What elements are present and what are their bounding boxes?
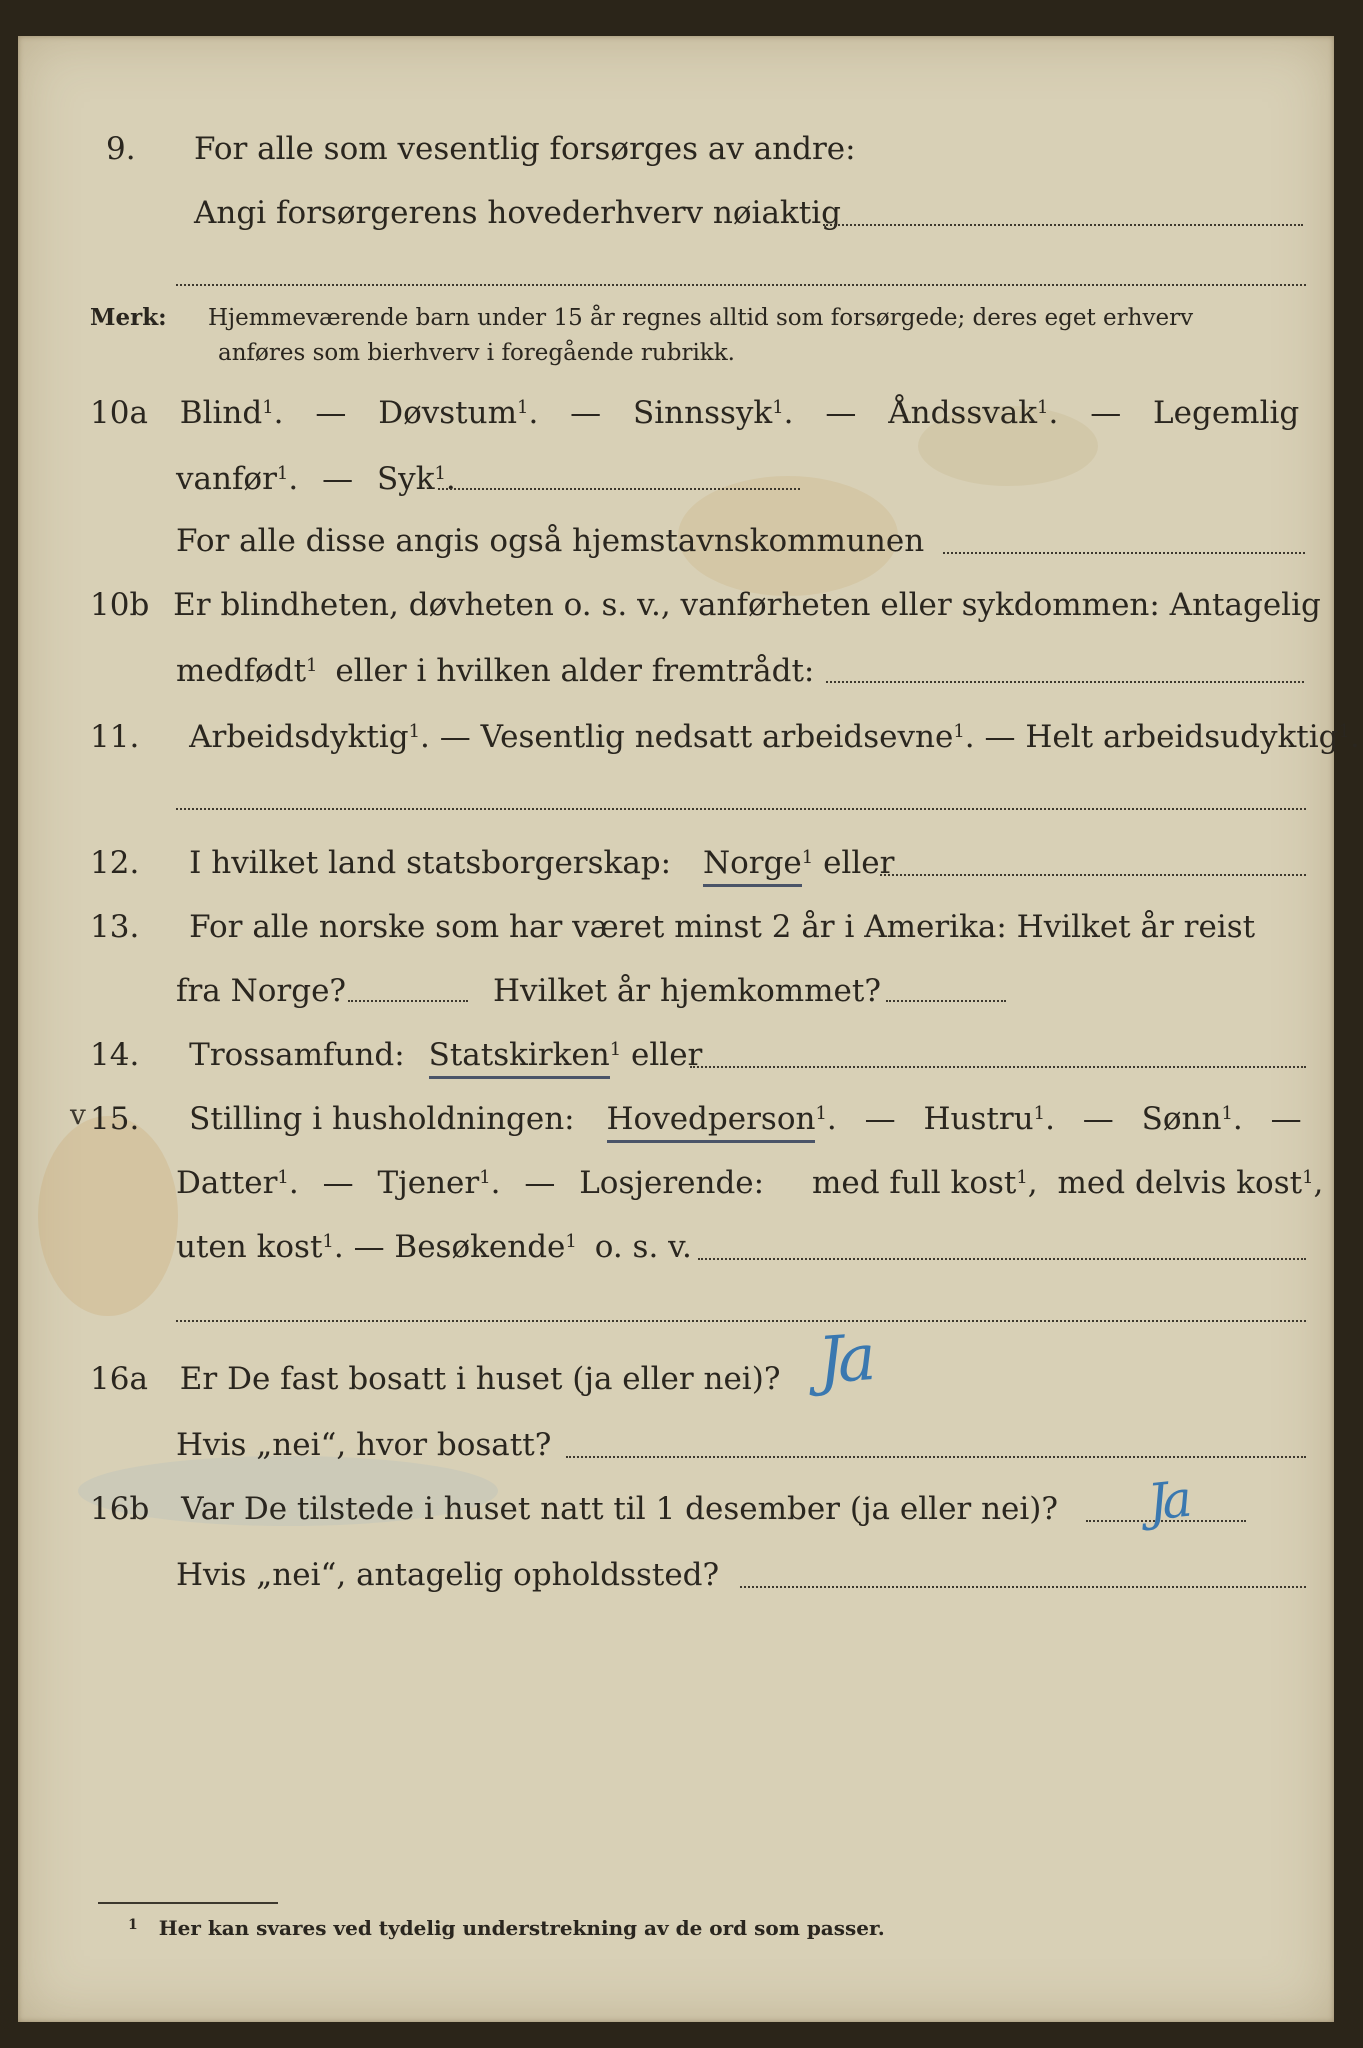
- q14-line: 14. Trossamfund: Statskirken$^1$ eller: [90, 1040, 702, 1071]
- q16b-line2: Hvis „nei“, antagelig opholdssted?: [176, 1557, 720, 1593]
- q15-datter: Datter: [176, 1165, 278, 1201]
- q12-norge: Norge: [703, 845, 802, 887]
- q14-text: Trossamfund:: [189, 1037, 405, 1073]
- merk-note: [90, 306, 1193, 330]
- q13-number: 13.: [90, 909, 140, 945]
- q9-answer-line-2[interactable]: [176, 284, 1306, 286]
- q15-line3: uten kost$^1$. — Besøkende$^1$ o. s. v.: [176, 1229, 692, 1265]
- q10b-number: 10b: [90, 587, 150, 623]
- check-mark-q15: v: [70, 1098, 86, 1131]
- q13-fra-norge: fra Norge?: [176, 973, 347, 1009]
- q16b-handwritten-answer: Ja: [1145, 1470, 1189, 1532]
- q12-line: 12. I hvilket land statsborgerskap: Norge$^1$ eller: [90, 848, 894, 879]
- q10b-line1: [90, 587, 1321, 623]
- q15-line1: 15. Stilling i husholdningen: Hovedperson$^1$. — Hustru$^1$. — Sønn$^1$. —: [90, 1104, 1302, 1135]
- q10a-legemlig: Legemlig: [1153, 395, 1300, 431]
- q16a-text: Er De fast bosatt i huset (ja eller nei)?: [179, 1361, 781, 1397]
- q14-answer-line[interactable]: [690, 1066, 1306, 1068]
- q11-helt: Helt arbeidsudyktig: [1025, 719, 1339, 755]
- q9-text: For alle som vesentlig forsørges av andre:: [194, 131, 856, 167]
- q13-reist-answer-line[interactable]: [348, 1000, 468, 1002]
- q16a-line2: Hvis „nei“, hvor bosatt?: [176, 1427, 552, 1463]
- q10a-line2: vanfør$^1$. — Syk$^1$.: [176, 461, 456, 497]
- q9-number: 9.: [106, 131, 136, 167]
- q9-answer-line[interactable]: [823, 224, 1303, 226]
- q16a-handwritten-answer: Ja: [815, 1321, 873, 1399]
- q15-osv: o. s. v.: [594, 1229, 692, 1265]
- q16b-answer-line-2[interactable]: [740, 1586, 1306, 1588]
- merk-line2: anføres som bierhverv i foregående rubrikk.: [218, 340, 735, 366]
- q15-stilling: Stilling i husholdningen:: [189, 1101, 575, 1137]
- q11-vesentlig: Vesentlig nedsatt arbeidsevne: [480, 719, 954, 755]
- q12-text: I hvilket land statsborgerskap:: [189, 845, 672, 881]
- q10a-andssvak: Åndssvak: [888, 395, 1038, 431]
- q15-answer-line-2[interactable]: [176, 1320, 1306, 1322]
- q10a-blind: Blind: [179, 395, 263, 431]
- q9-line2: Angi forsørgerens hovederhverv nøiaktig: [194, 195, 841, 231]
- q15-line2: Datter$^1$. — Tjener$^1$. — Losjerende: med full kost$^1$, med delvis kost$^1$,: [176, 1165, 1324, 1201]
- q15-number: 15.: [90, 1101, 140, 1137]
- q15-sonn: Sønn: [1141, 1101, 1222, 1137]
- q16b-number: 16b: [90, 1491, 150, 1527]
- q12-number: 12.: [90, 845, 140, 881]
- q14-statskirken: Statskirken: [429, 1037, 610, 1079]
- q11-arbeidsdyktig: Arbeidsdyktig: [189, 719, 409, 755]
- q15-delvis-kost: med delvis kost: [1057, 1165, 1303, 1201]
- q13-text: For alle norske som har været minst 2 år i Amerika: Hvilket år reist: [189, 909, 1256, 945]
- q10b-line2: medfødt$^1$ eller i hvilken alder fremtrådt:: [176, 653, 815, 689]
- q15-besokende: Besøkende: [394, 1229, 566, 1265]
- q10a-number: 10a: [90, 395, 148, 431]
- q16b-text: Var De tilstede i huset natt til 1 desember (ja eller nei)?: [181, 1491, 1059, 1527]
- footnote: [128, 1916, 885, 1940]
- q13-hjemkommet-line: Hvilket år hjemkommet?: [493, 973, 881, 1009]
- q14-number: 14.: [90, 1037, 140, 1073]
- q11-line: 11. Arbeidsdyktig$^1$. — Vesentlig nedsatt arbeidsevne$^1$. — Helt arbeidsudyktig$^1$.: [90, 719, 1360, 755]
- q15-uten-kost: uten kost: [176, 1229, 323, 1265]
- q11-number: 11.: [90, 719, 140, 755]
- footnote-mark: 1: [128, 1917, 138, 1933]
- q13-line2: [176, 973, 347, 1009]
- merk-label: Merk:: [90, 304, 167, 331]
- q13-line1: [90, 909, 1256, 945]
- q10a-sinnssyk: Sinnssyk: [633, 395, 773, 431]
- q16a-line1: [90, 1361, 781, 1397]
- q10a-hjemstavn-answer-line[interactable]: [943, 552, 1305, 554]
- census-form-page: [18, 36, 1360, 2022]
- q14-eller: eller: [631, 1037, 703, 1073]
- q10a-syk: Syk: [376, 461, 435, 497]
- q15-full-kost: med full kost: [811, 1165, 1017, 1201]
- q13-hjemkommet-answer-line[interactable]: [886, 1000, 1006, 1002]
- q10b-rest: eller i hvilken alder fremtrådt:: [335, 653, 815, 689]
- q15-losjerende: Losjerende:: [579, 1165, 765, 1201]
- q16a-number: 16a: [90, 1361, 148, 1397]
- merk-line1: Hjemmeværende barn under 15 år regnes alltid som forsørgede; deres eget erhverv: [207, 305, 1194, 331]
- q15-answer-line[interactable]: [698, 1258, 1306, 1260]
- q12-answer-line[interactable]: [880, 874, 1306, 876]
- q10a-vanfor: vanfør: [176, 461, 277, 497]
- q10b-text: Er blindheten, døvheten o. s. v., vanførheten eller sykdommen: Antagelig: [173, 587, 1321, 623]
- q10a-line3: For alle disse angis også hjemstavnskommunen: [176, 523, 925, 559]
- q15-hovedperson: Hovedperson: [607, 1101, 816, 1143]
- q11-answer-line[interactable]: [176, 808, 1306, 810]
- q10a-line1: 10a Blind$^1$. — Døvstum$^1$. — Sinnssyk$^1$. — Åndssvak$^1$. — Legemlig: [90, 395, 1300, 431]
- q10b-medfodt: medfødt: [176, 653, 307, 689]
- q16b-line1: [90, 1491, 1059, 1527]
- footnote-rule: [98, 1902, 278, 1904]
- q10b-answer-line[interactable]: [826, 681, 1304, 683]
- q10a-syk-answer-line[interactable]: [438, 488, 800, 490]
- footnote-text: Her kan svares ved tydelig understrekning av de ord som passer.: [158, 1916, 885, 1940]
- q15-hustru: Hustru: [923, 1101, 1034, 1137]
- q16a-answer-line[interactable]: [566, 1456, 1306, 1458]
- q10a-dovstum: Døvstum: [378, 395, 517, 431]
- q9-line1: [106, 131, 856, 167]
- q15-tjener: Tjener: [377, 1165, 480, 1201]
- q12-eller: eller: [823, 845, 895, 881]
